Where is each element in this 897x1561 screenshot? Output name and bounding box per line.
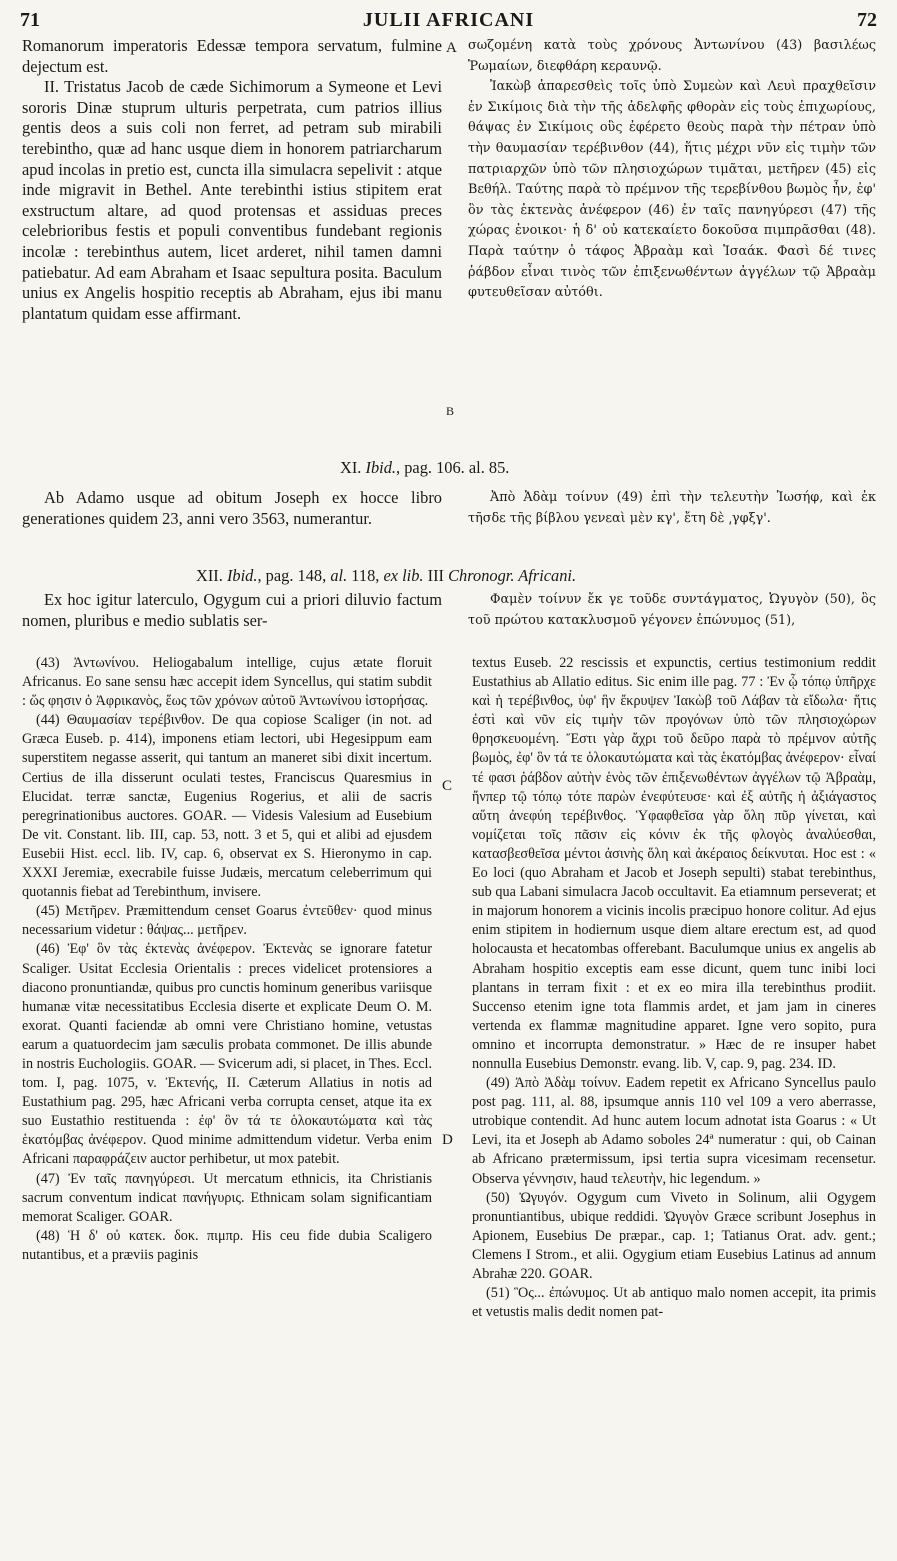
footnote: textus Euseb. 22 rescissis et expunctis, certius testimonium reddit Eustathius ab Allatio editus. Sic enim ille pag. 77 : Ἐν ᾧ τόπῳ ὑπῆρχε καὶ ἡ τερέβινθος, ὑφ' ἣν ἔκρυψεν Ἰακὼβ τοῦ Λάβαν τὰ εἴδωλα· ἥτις ἐστὶ καὶ νῦν εἰς τιμὴν τῶν προγόνων ὑπὸ τῶν πλησιοχώρων θρησκευομένη. Ἔστι γὰρ ἄχρι τοῦ δεῦρο παρὰ τὸ πρέμνον αὐτῆς βωμὸς, ἐφ' ὃν τά τε ὁλοκαυτώματα καὶ τὰς ἑκατόμβας ἀνέφερον· εἶναί τέ φασι ῥάβδον αὐτὴν ἑνὸς τῶν ἐπιξενωθέντων ἀγγέλων τῷ Ἀβραὰμ, ἥνπερ τῷ τόπῳ τότε παρὼν ἐνεφύτευσε· καὶ ἐξ αὐτῆς ἡ ἀξιάγαστος αὕτη ἀνεφύη τερέβινθος. Ὑφαφθεῖσα γὰρ ὅλη πῦρ γίνεται, καὶ νομίζεται τοῖς πᾶσιν εἰς κόνιν ἐκ τῆς φλογὸς ἀναλύεσθαι, κατασβεσθεῖσα μέντοι ἀσινὴς ὅλη καὶ ἀκέραιος δείκνυται. Hoc est : « Eo loci (quo Abraham et Jacob et Joseph sepulti) stabat terebinthus, sub qua Labani simulacra Jacob occultavit. Ea etiamnum perseverat; et in majorum honorem a vicinis incolis præcipuo honore colitur. Ad ejus enim stipitem in hodiernum usque diem altare erectum est, ad quod holocausta et hecatombas offerebant. Baculumque unius ex angelis ab Abraham hospitio exceptis eam esse dicunt, quem tunc inibi loci plantans in terram fixit : et ex eo mira illa terebinthus prodiit. Succenso etenim igne tota flammis ardet, et jam jam in cineres vertenda ex flammæ magnitudine apparet. Igne vero sopito, pura omnino et incorrupta demonstratur. » Hæc de re insuper habet nonnulla Eusebius Demonstr. evang. lib. V, cap. 9, pag. 234. ID. — [472, 655, 876, 1072]
footnote: (48) Ἡ δ' οὐ κατεκ. δοκ. πιμπρ. His ceu fide dubia Scaligero nutantibus, et a præviis paginis — [22, 1227, 432, 1263]
footnote: (46) Ἐφ' ὃν τὰς ἐκτενὰς ἀνέφερον. Ἐκτενὰς se ignorare fatetur Scaliger. Usitat Ecclesia Orientalis : preces videlicet protensiores a diacono pronuntiandæ, quibus pro cunctis hominum generibus variisque humanæ vitæ necessitatibus Ecclesia diserte et explicate Deum O. M. exorat. Quanti faciendæ ab omni vere Christiano homine, vetustas earum a quatuordecim jam sæculis probata commonet. De illis abunde in nostris Euchologiis. GOAR. — Svicerum adi, si placet, in Thes. Eccl. tom. I, pag. 1075, v. Ἐκτενής, II. Cæterum Allatius in notis ad Eustathium pag. 295, hæc Africani verba corrupta censet, atque ita ex suo Eustathio restituenda : ἐφ' ὃν τά τε ὁλοκαυτώματα καὶ τὰς ἑκατόμβας ἀνέφερον. Quod minime admittendum videtur. Verba enim Africani παραφράζειν auctor perhibetur, ut mox patebit. — [22, 941, 432, 1168]
footnote: (49) Ἀπὸ Ἀδὰμ τοίνυν. Eadem repetit ex Africano Syncellus paulo post pag. 111, al. 88, ipsumque annis 110 vel 109 a vero aberrasse, utrobique contendit. Ad hunc autem locum adnotat ista Goarus : « Ut Levi, ita et Joseph ab Adamo soboles 24ª numeratur : qui, ob Cainan ab Africano prætermissum, ipsi tertia supra vicesimam recensetur. Observa γέννησιν, haud τελευτὴν, hic legendum. » — [472, 1075, 876, 1187]
page-number-right: 72 — [857, 8, 877, 31]
greek-paragraph: σωζομένη κατὰ τοὺς χρόνους Ἀντωνίνου (43) βασιλέως Ῥωμαίων, διεφθάρη κεραυνῷ. — [468, 38, 876, 74]
margin-marker-b: B — [446, 404, 455, 418]
footnote: (47) Ἐν ταῖς πανηγύρεσι. Ut mercatum ethnicis, ita Christianis sacrum conventum indicat πανήγυρις. Ethnicam solam significantiam memorat Scaliger. GOAR. — [22, 1170, 432, 1225]
latin-paragraph: Ex hoc igitur laterculo, Ogygum cui a priori diluvio factum nomen, pluribus e medio sublatis ser- — [22, 590, 442, 630]
margin-marker-c: C — [442, 778, 453, 794]
latin-column-3 — [22, 590, 442, 631]
latin-paragraph: Romanorum imperatoris Edessæ tempora servatum, fulmine dejectum est. — [22, 36, 442, 76]
greek-paragraph: Φαμὲν τοίνυν ἔκ γε τοῦδε συντάγματος, Ὠγυγὸν (50), ὃς τοῦ πρώτου κατακλυσμοῦ γέγονεν ἐπώνυμος (51), — [468, 592, 876, 628]
footnote: (43) Ἀντωνίνου. Heliogabalum intellige, cujus ætate floruit Africanus. Eo sane sensu hæc accepit idem Syncellus, qui statim subdit : ὥς φησιν ὁ Ἀφρικανὸς, ἕως τῶν χρόνων αὐτοῦ Ἀντωνίνου ἱστορήσας. — [22, 655, 432, 710]
heading-al: al. — [330, 566, 348, 585]
greek-column-1 — [468, 36, 876, 304]
running-title: JULII AFRICANI — [362, 8, 535, 31]
heading-reference-2: 118, — [347, 566, 384, 585]
greek-column-3 — [468, 590, 876, 631]
page-number-left: 71 — [20, 8, 40, 31]
latin-paragraph: Ab Adamo usque ad obitum Joseph ex hocce libro generationes quidem 23, anni vero 3563, numerantur. — [22, 488, 442, 528]
footnote: (44) Θαυμασίαν τερέβινθον. De qua copiose Scaliger (in not. ad Græca Euseb. p. 414), imponens etiam lectori, ubi Hegesippum eam superstitem negasse asserit, qui tantum an maneret sibi dixit incertum. Certius de illa disserunt oculati testes, Franciscus Quaresmius in Elucidat. terræ sanctæ, Eugenius Rogerius, et alii de sacris peregrinationibus auctores. GOAR. — Videsis Valesium ad Eusebium De vit. Constant. lib. III, cap. 53, nott. 3 et 5, qui et alibi ad ejusdem Eusebii Hist. eccl. lib. IV, cap. 6, observat ex S. Hieronymo in cap. XXXI Jeremiæ, execrabile fuisse Judæis, mercatum celeberrimum qui quotannis fiebat ad Terebinthum, invisere. — [22, 712, 432, 901]
notes-right-column — [472, 654, 876, 1322]
latin-column-1 — [22, 36, 442, 324]
heading-reference: , pag. 106. al. 85. — [396, 458, 510, 477]
section-heading-xi — [340, 458, 509, 478]
footnote: (50) Ὠγυγόν. Ogygum cum Viveto in Solinum, alii Ogygem pronuntiantibus, ubique reddidi. Ὠγυγὸν Græce scribunt Josephus in Apionem, Eusebius De præpar., cap. 1; Tatianus Orat. adv. gent.; Clemens I Strom., et alii. Ogygium etiam Eusebius Latinus ad annum Abrahæ 220. GOAR. — [472, 1189, 876, 1282]
heading-number: XI. — [340, 458, 362, 477]
heading-number: XII. — [196, 566, 223, 585]
latin-column-2 — [22, 488, 442, 529]
section-heading-xii — [196, 566, 576, 586]
margin-marker-d: D — [442, 1132, 453, 1148]
latin-paragraph: II. Tristatus Jacob de cæde Sichimorum a Symeone et Levi sororis Dinæ stuprum ulturis perpetrata, cum patrios illius gentis deos a suis coli non ferret, ad petram sub mirabili terebintho, quæ ad hanc usque diem in honorem patriarcharum apud incolas in pretio est, cuncta illa simulacra sepelivit : atque inde migravit in Bethel. Ante terebinthi istius stipitem erat exstructum altare, ad quod protensas et assiduas preces celebrioribus festis et populi conventibus fundebant regionis incolæ : terebinthus autem, licet arderet, nihil tamen damni patiebatur. Ad eam Abraham et Isaac sepultura posita. Baculum unius ex Angelis hospitio receptis ab Abraham, ejus ibi manu plantatum quidam esse affirmant. — [22, 77, 442, 323]
heading-ibid: Ibid. — [226, 566, 258, 585]
heading-source: Chronogr. Africani. — [448, 566, 577, 585]
greek-paragraph: Ἀπὸ Ἀδὰμ τοίνυν (49) ἐπὶ τὴν τελευτὴν Ἰωσήφ, καὶ ἐκ τῆσδε τῆς βίβλου γενεαὶ μὲν κγ', ἔτη δὲ ͵γφξγ'. — [468, 490, 876, 526]
footnote: (51) Ὃς... ἐπώνυμος. Ut ab antiquo malo nomen accepit, ita primis et vetustis malis dedit nomen pat- — [472, 1285, 876, 1321]
notes-left-column — [22, 654, 432, 1265]
running-header — [20, 6, 877, 34]
footnote: (45) Μετῆρεν. Præmittendum censet Goarus ἐντεῦθεν· quod minus necessarium videtur : θάψας... μετῆρεν. — [22, 903, 432, 939]
heading-reference: , pag. 148, — [257, 566, 331, 585]
greek-paragraph: Ἰακὼβ ἀπαρεσθεὶς τοῖς ὑπὸ Συμεὼν καὶ Λευὶ πραχθεῖσιν ἐν Σικίμοις διὰ τὴν τῆς ἀδελφῆς φθορὰν εἰς τοὺς ἐπιχωρίους, θάψας ἐν Σικίμοις οὓς ἐφέρετο θεοὺς παρὰ τὴν πέτραν ὑπὸ τὴν θαυμασίαν τερέβινθον (44), ἥτις μέχρι νῦν εἰς τιμὴν τῶν πατριαρχῶν ὑπὸ τῶν πλησιοχώρων τιμᾶται, μετῆρεν (45) εἰς Βεθήλ. Ταύτης παρὰ τὸ πρέμνον τῆς τερεβίνθου βωμὸς ἦν, ἐφ' ὃν τὰς ἐκτενὰς ἀνέφερον (46) ἐν ταῖς πανηγύρεσι (47) τῆς χώρας ἐνοικοι· ἡ δ' οὐ κατεκαίετο δοκοῦσα πιμπρᾶσθαι (48). Παρὰ ταύτην ὁ τάφος Ἀβραὰμ καὶ Ἰσαάκ. Φασὶ δέ τινες ῥάβδον εἶναι τινὸς τῶν ἐπιξενωθέντων ἀγγέλων τῷ Ἀβραὰμ φυτευθεῖσαν αὐτόθι. — [468, 79, 876, 301]
greek-column-2 — [468, 488, 876, 529]
heading-ibid: Ibid. — [365, 458, 397, 477]
margin-marker-a: A — [446, 40, 457, 56]
heading-ex: ex lib. — [383, 566, 424, 585]
heading-book: III — [423, 566, 449, 585]
